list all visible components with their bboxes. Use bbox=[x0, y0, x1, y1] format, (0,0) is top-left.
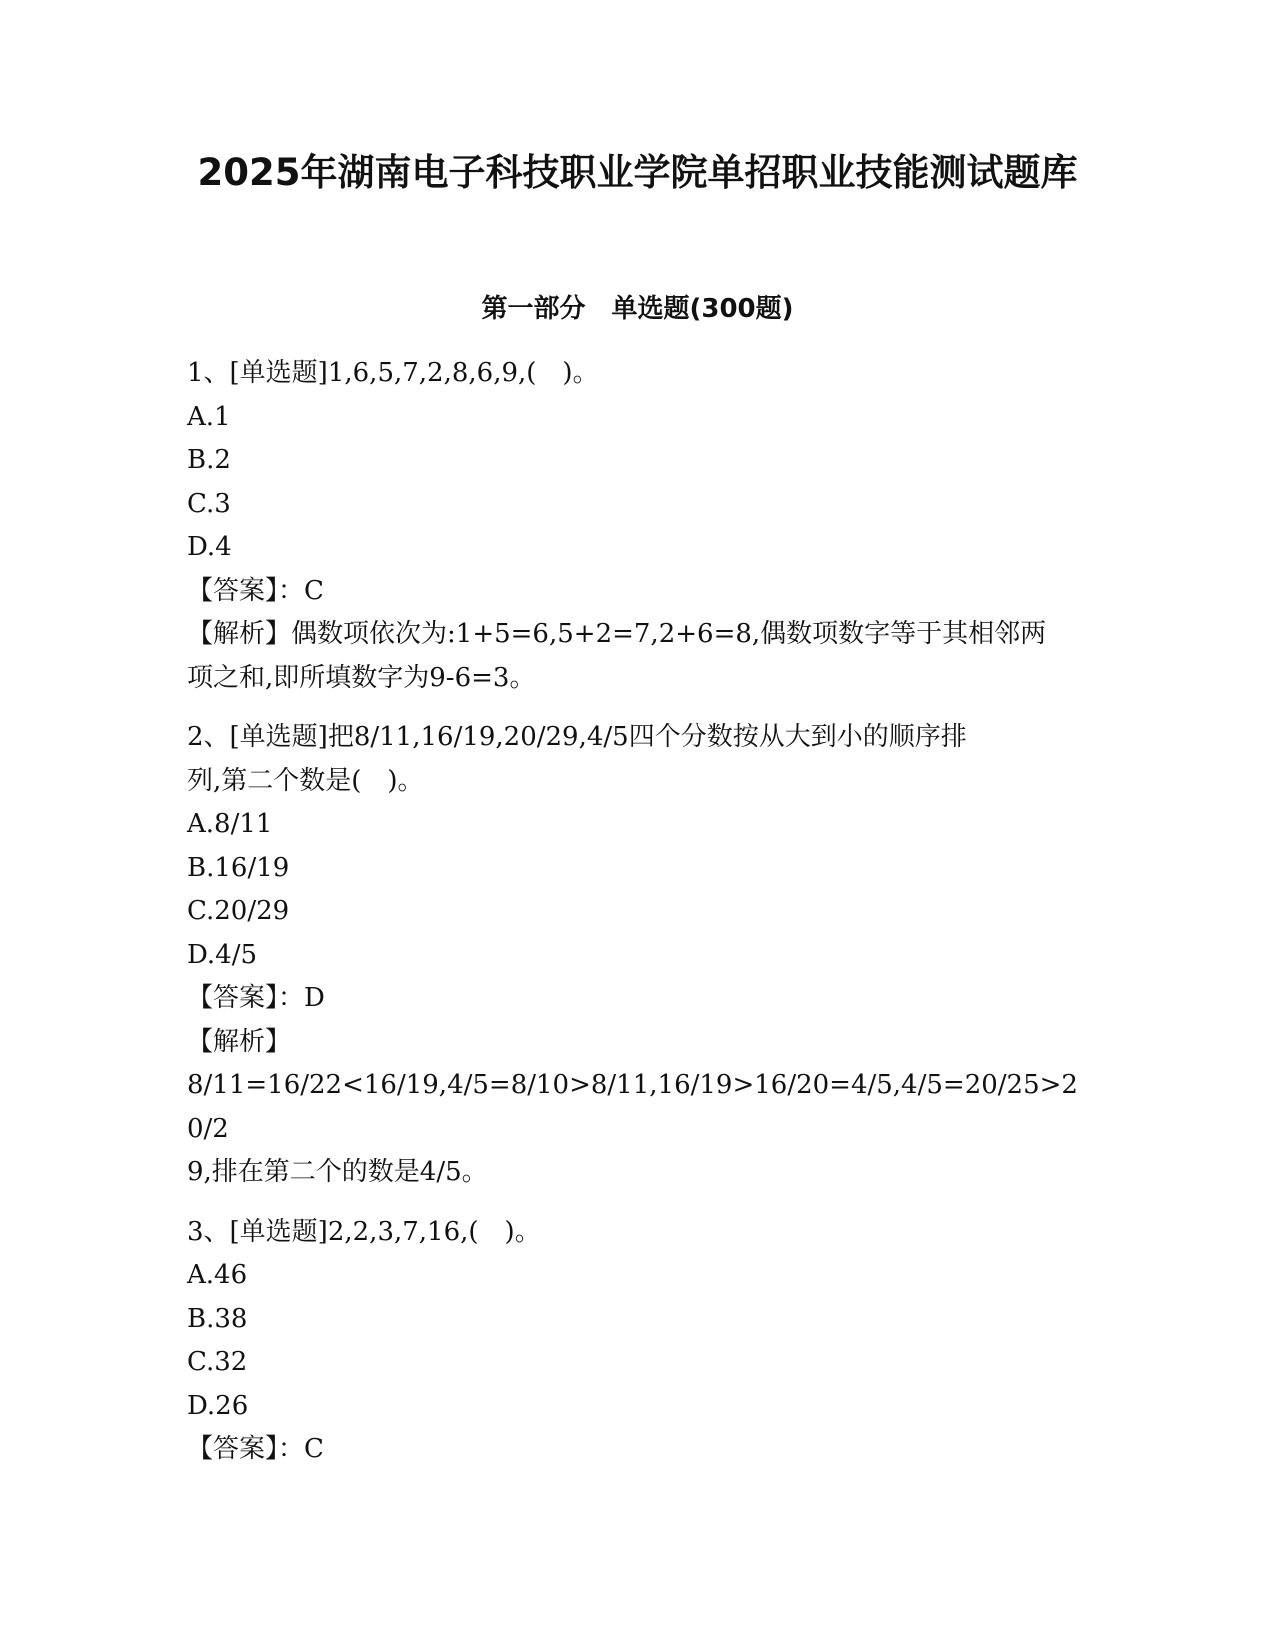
option-b: B.38 bbox=[187, 1303, 248, 1334]
analysis-text-line: 8/11=16/22<16/19,4/5=8/10>8/11,16/19>16/20=4/5,4/5=20/25>20/2 bbox=[187, 1070, 1078, 1144]
option-a: A.46 bbox=[187, 1260, 248, 1290]
question-2 bbox=[187, 716, 1087, 1195]
analysis-label: 【解析】 bbox=[187, 619, 292, 649]
analysis-text-line: 9,排在第二个的数是4/5。 bbox=[187, 1157, 488, 1187]
question-3 bbox=[187, 1211, 1087, 1472]
answer: 【答案】：C bbox=[187, 575, 324, 606]
option-c: C.3 bbox=[187, 488, 231, 519]
document-title: 2025年湖南电子科技职业学院单招职业技能测试题库 bbox=[197, 151, 1078, 194]
analysis-text-line: 偶数项依次为:1+5=6,5+2=7,2+6=8,偶数项数字等于其相邻两 bbox=[291, 619, 1047, 649]
question-1 bbox=[187, 352, 1087, 700]
option-c: C.32 bbox=[187, 1347, 248, 1377]
option-b: B.16/19 bbox=[187, 852, 290, 883]
analysis-label: 【解析】 bbox=[187, 1026, 292, 1057]
option-a: A.8/11 bbox=[187, 809, 273, 839]
section-title: 第一部分 单选题(300题) bbox=[481, 294, 794, 324]
question-stem: 1、[单选题]1,6,5,7,2,8,6,9,( )。 bbox=[187, 358, 599, 388]
option-c: C.20/29 bbox=[187, 896, 290, 926]
option-d: D.4 bbox=[187, 532, 232, 562]
question-stem: 2、[单选题]把8/11,16/19,20/29,4/5四个分数按从大到小的顺序排 bbox=[187, 722, 967, 752]
option-d: D.4/5 bbox=[187, 939, 258, 970]
question-stem: 3、[单选题]2,2,3,7,16,( )。 bbox=[187, 1216, 541, 1247]
question-list bbox=[187, 352, 1087, 1472]
analysis-text-line: 项之和,即所填数字为9-6=3。 bbox=[187, 662, 536, 693]
answer: 【答案】：C bbox=[187, 1434, 324, 1464]
option-b: B.2 bbox=[187, 445, 231, 475]
option-d: D.26 bbox=[187, 1390, 249, 1421]
option-a: A.1 bbox=[187, 401, 231, 432]
analysis bbox=[187, 613, 1087, 657]
question-stem-continued: 列,第二个数是( )。 bbox=[187, 765, 424, 796]
answer: 【答案】：D bbox=[187, 983, 325, 1013]
